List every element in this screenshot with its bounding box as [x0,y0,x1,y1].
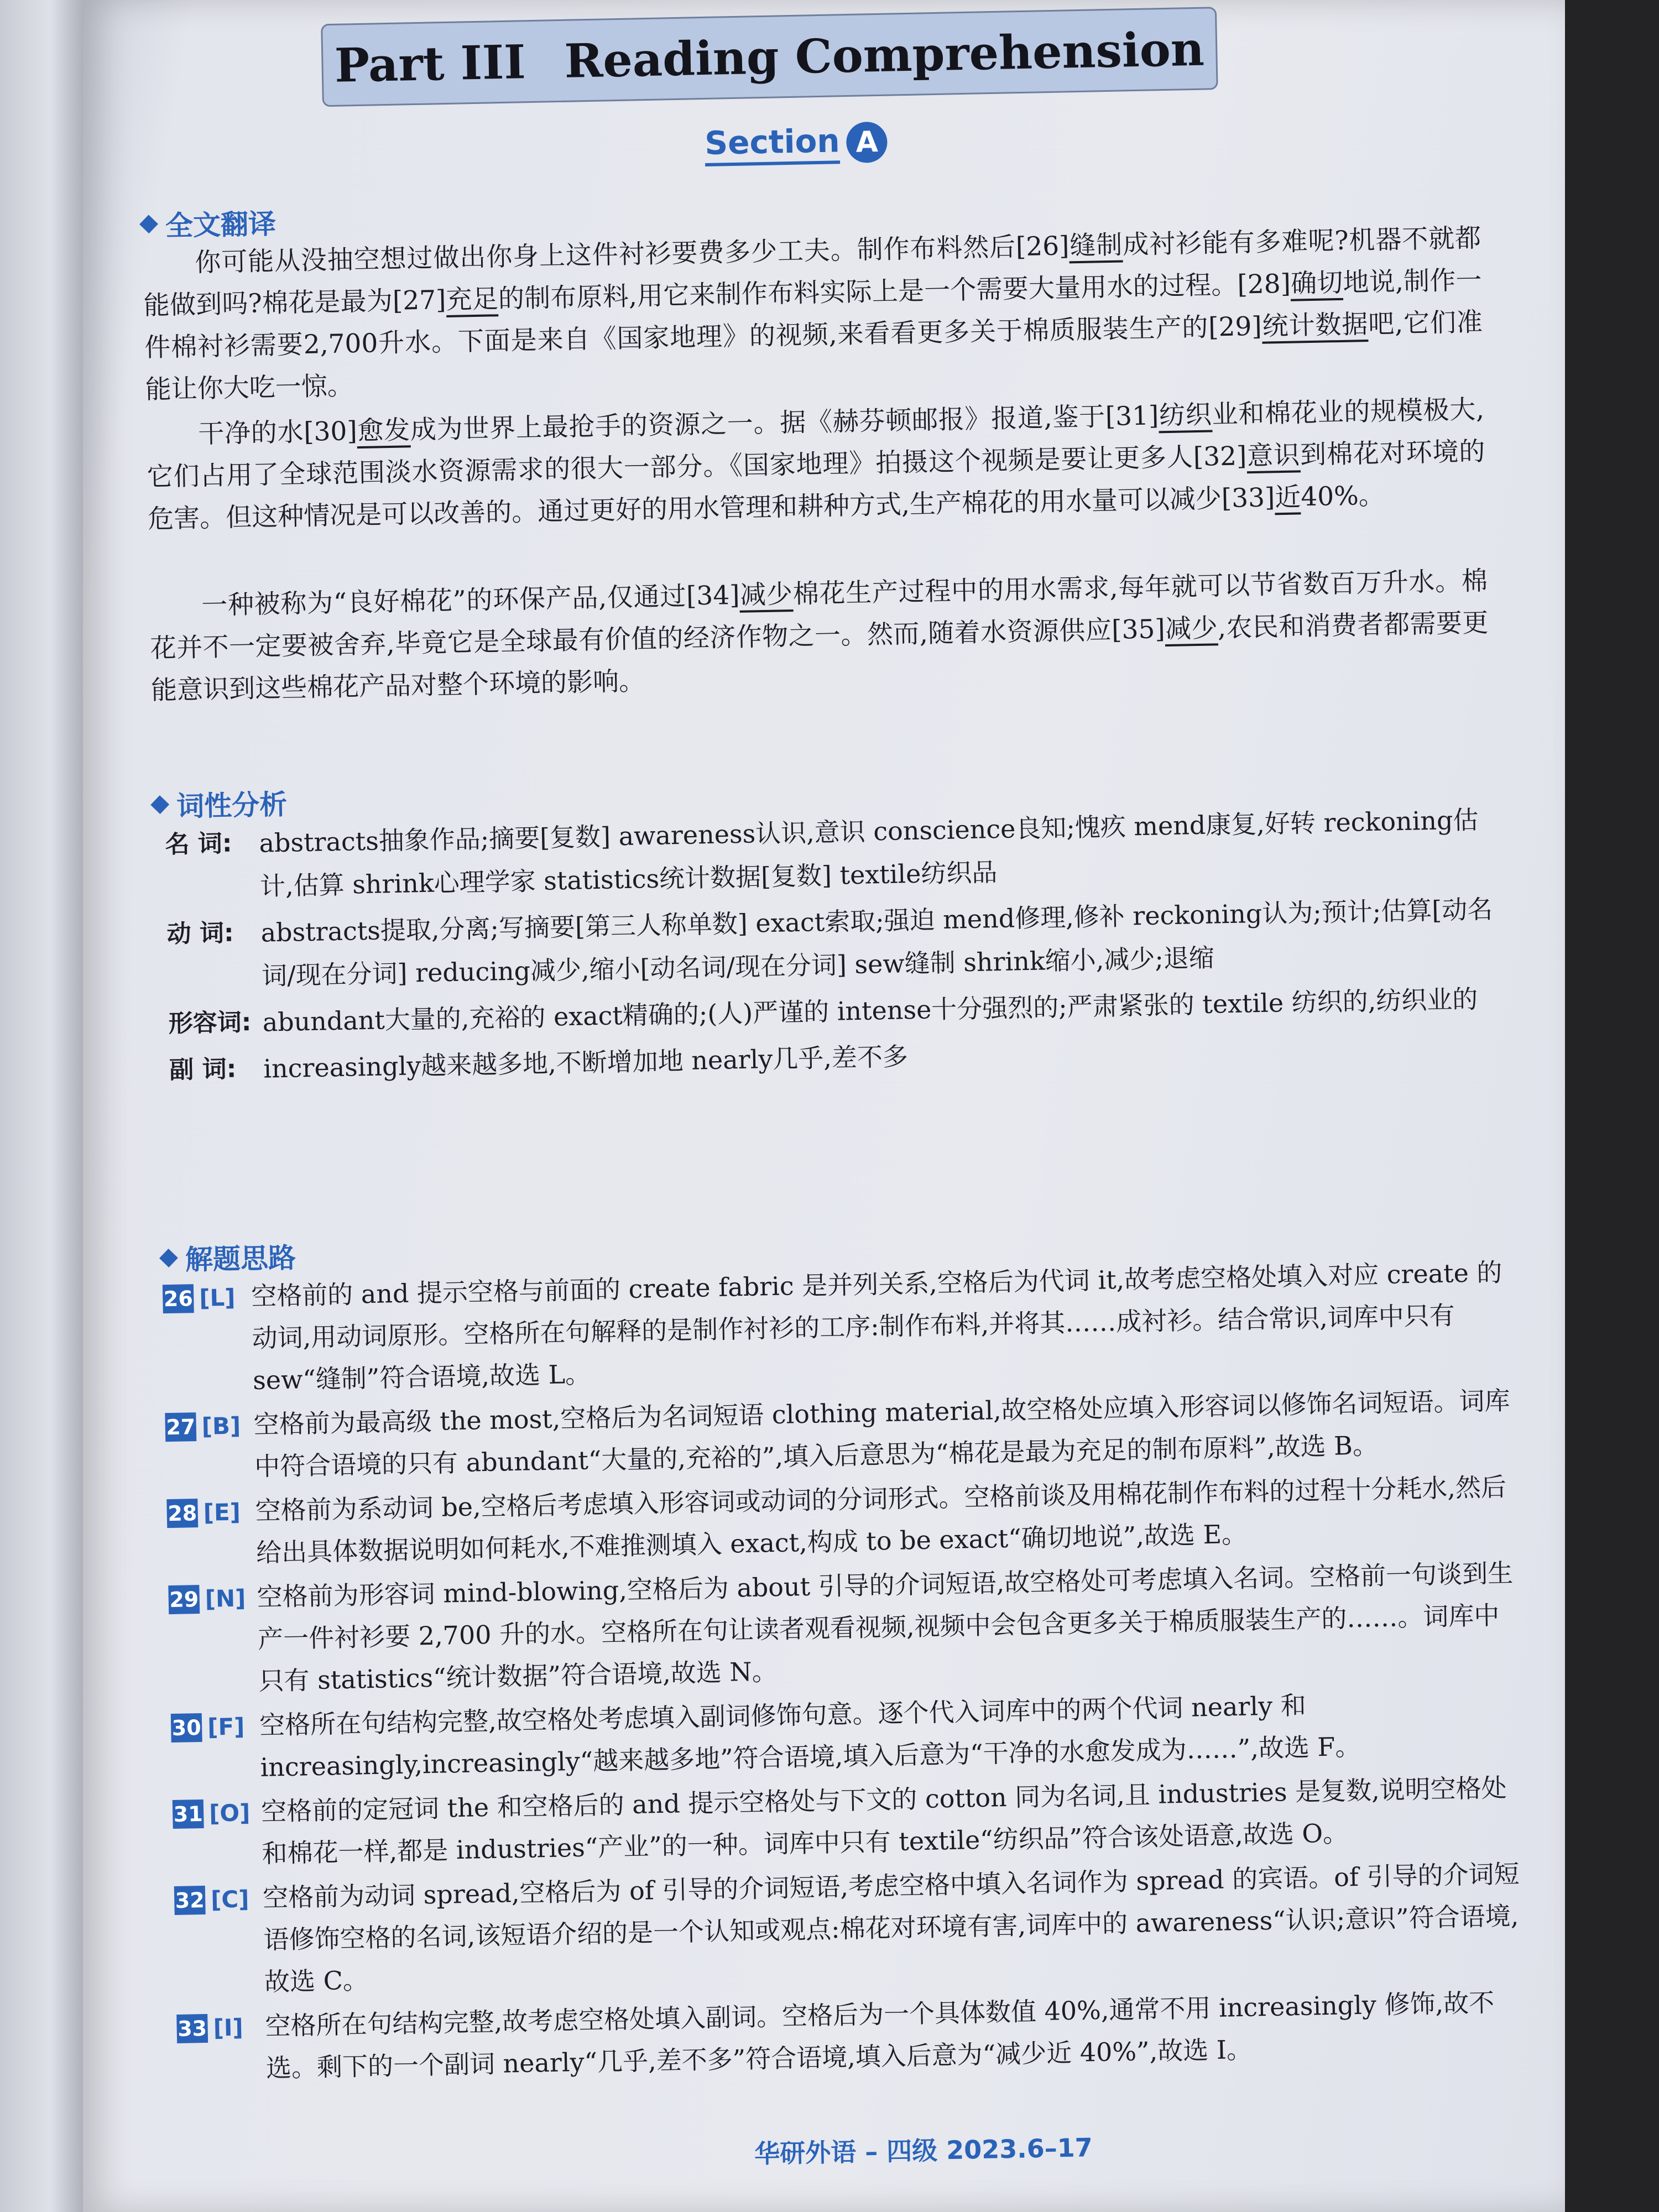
pos-heading [153,782,287,825]
answer-item [168,1552,1520,1704]
answer-analysis-list [163,1251,1527,2093]
answer-item-head [165,1404,255,1489]
answer-explanation: 空格所在句结构完整,故空格处考虑填入副词修饰句意。逐个代入词库中的两个代词 nearly 和 increasingly,increasingly“越来越多地”符合语境,填入后意为“干净的水愈发成为……”,故选 F。 [259,1690,1361,1782]
pos-text: increasingly越来越多地,不断增加地 nearly几乎,差不多 [263,1041,909,1084]
answer-item [163,1251,1514,1403]
translation-paragraph-2: 干净的水[30]愈发成为世界上最抢手的资源之一。据《赫芬顿邮报》报道,鉴于[31]纺织业和棉花业的规模极大,它们占用了全球范围淡水资源需求的很大一部分。《国家地理》拍摄这个视频是要让更多人[32]意识到棉花对环境的危害。但这种情况是可以改善的。通过更好的用水管理和耕种方式,生产棉花的用水量可以减少[33]近40%。 [147,394,1485,535]
left-page-edge [0,0,83,2212]
pos-heading-text: 词性分析 [176,788,288,823]
answer-option: [O] [208,1799,251,1827]
answer-option: [N] [205,1584,246,1613]
answer-explanation: 空格所在句结构完整,故考虑空格处填入副词。空格后为一个具体数值 40%,通常不用 increasingly 修饰,故不选。剩下的一个副词 nearly“几乎,差不多”符合语境,填入后意为“减少近 40%”,故选 I。 [265,1987,1495,2083]
question-number-badge: 32 [174,1886,206,1915]
answer-explanation: 空格前为最高级 the most,空格后为名词短语 clothing material,故空格处应填入形容词以修饰名词短语。词库中符合语境的只有 abundant“大量的,充裕的”,填入后意思为“棉花是最为充足的制布原料”,故选 B。 [253,1385,1510,1482]
answer-item-head [170,1704,260,1790]
diamond-icon [159,1249,178,1267]
question-number-badge: 26 [163,1284,194,1313]
page-footer: 华研外语 – 四级 2023.6–17 [754,2132,1093,2169]
question-number-badge: 27 [165,1412,196,1442]
pos-analysis [165,798,1503,1095]
pos-label: 名 词: [165,829,232,859]
answer-item-head [168,1576,259,1704]
pos-text: abstracts提取,分离;写摘要[第三人称单数] exact索取;强迫 mend修理,修补 reckoning认为;预计;估算[动名词/现在分词] reducing减少,缩小[动名词/现在分词] sew缝制 shrink缩小,减少;退缩 [260,894,1493,991]
question-number-badge: 31 [173,1799,204,1829]
question-number-badge: 28 [166,1499,198,1528]
page-content [127,0,1540,2200]
background-edge [1565,0,1659,2212]
section-word: Section [705,122,841,166]
question-number-badge: 30 [171,1713,202,1743]
part-name: Reading Comprehension [564,21,1205,88]
section-letter-badge: A [846,122,888,163]
answer-item-head [176,2005,267,2091]
answer-explanation: 空格前的 and 提示空格与前面的 create fabric 是并列关系,空格后为代词 it,故考虑空格处填入对应 create 的动词,用动词原形。空格所在句解释的是制作衬衫的工序:制作布料,并将其……成衬衫。结合常识,词库中只有 sew“缝制”符合语境,故选 L。 [251,1257,1503,1396]
translation-heading-text: 全文翻译 [165,207,276,242]
pos-text: abstracts抽象作品;摘要[复数] awareness认识,意识 conscience良知;愧疚 mend康复,好转 reckoning估计,估算 shrink心理学家 statistics统计数据[复数] textile纺织品 [259,805,1479,901]
answer-option: [C] [210,1885,249,1913]
answer-option: [L] [199,1284,236,1312]
part-title-bar [321,7,1218,107]
answer-item-head [174,1877,264,2005]
answer-item-head [166,1490,257,1575]
pos-label: 副 词: [169,1055,237,1084]
answer-item-head [172,1791,262,1876]
answer-option: [B] [201,1412,241,1440]
answer-explanation: 空格前为系动词 be,空格后考虑填入形容词或动词的分词形式。空格前谈及用棉花制作布料的过程十分耗水,然后给出具体数据说明如何耗水,不难推测填入 exact,构成 to be exact“确切地说”,故选 E。 [255,1472,1507,1568]
answer-option: [E] [203,1498,241,1526]
answer-option: [I] [213,2013,244,2042]
answer-item-head [163,1275,253,1403]
answer-item [174,1853,1525,2005]
diamond-icon [139,215,158,233]
translation-heading [142,202,276,244]
translation-paragraph-1: 你可能从没抽空想过做出你身上这件衬衫要费多少工夫。制作布料然后[26]缝制成衬衫能有多难呢?机器不就都能做到吗?棉花是最为[27]充足的制布原料,用它来制作布料实际上是一个需要大量用水的过程。[28]确切地说,制作一件棉衬衫需要2,700升水。下面是来自《国家地理》的视频,来看看更多关于棉质服装生产的[29]统计数据吧,它们准能让你大吃一惊。 [143,223,1483,405]
answer-option: [F] [207,1713,245,1741]
answer-explanation: 空格前的定冠词 the 和空格后的 and 提示空格处与下文的 cotton 同为名词,且 industries 是复数,说明空格处和棉花一样,都是 industries“产业”的一种。词库中只有 textile“纺织品”符合该处语意,故选 O。 [260,1772,1507,1869]
pos-text: abundant大量的,充裕的 exact精确的;(人)严谨的 intense十分强烈的;严肃紧张的 textile 纺织的,纺织业的 [262,984,1478,1037]
section-label [705,121,888,166]
analysis-heading-text: 解题思路 [185,1241,296,1276]
pos-label: 形容词: [168,1008,252,1038]
pos-label: 动 词: [166,919,234,948]
question-number-badge: 29 [168,1585,200,1614]
answer-explanation: 空格前为形容词 mind-blowing,空格后为 about 引导的介词短语,故空格处可考虑填入名词。空格前一句谈到生产一件衬衫要 2,700 升的水。空格所在句让读者观看视频,视频中会包含更多关于棉质服装生产的……。词库中只有 statistics“统计数据”符合语境,故选 N。 [257,1558,1514,1696]
translation-paragraph-3: 一种被称为“良好棉花”的环保产品,仅通过[34]减少棉花生产过程中的用水需求,每年就可以节省数百万升水。棉花并不一定要被舍弃,毕竟它是全球最有价值的经济作物之一。然而,随着水资源供应[35]减少,农民和消费者都需要更能意识到这些棉花产品对整个环境的影响。 [150,565,1489,706]
diamond-icon [150,795,169,814]
question-number-badge: 33 [176,2014,208,2043]
answer-explanation: 空格前为动词 spread,空格后为 of 引导的介词短语,考虑空格中填入名词作为 spread 的宾语。of 引导的介词短语修饰空格的名词,该短语介绍的是一个认知或观点:棉花对环境有害,词库中的 awareness“认识;意识”符合语境,故选 C。 [262,1859,1520,1997]
part-label: Part III [334,34,526,93]
analysis-heading [161,1236,296,1279]
